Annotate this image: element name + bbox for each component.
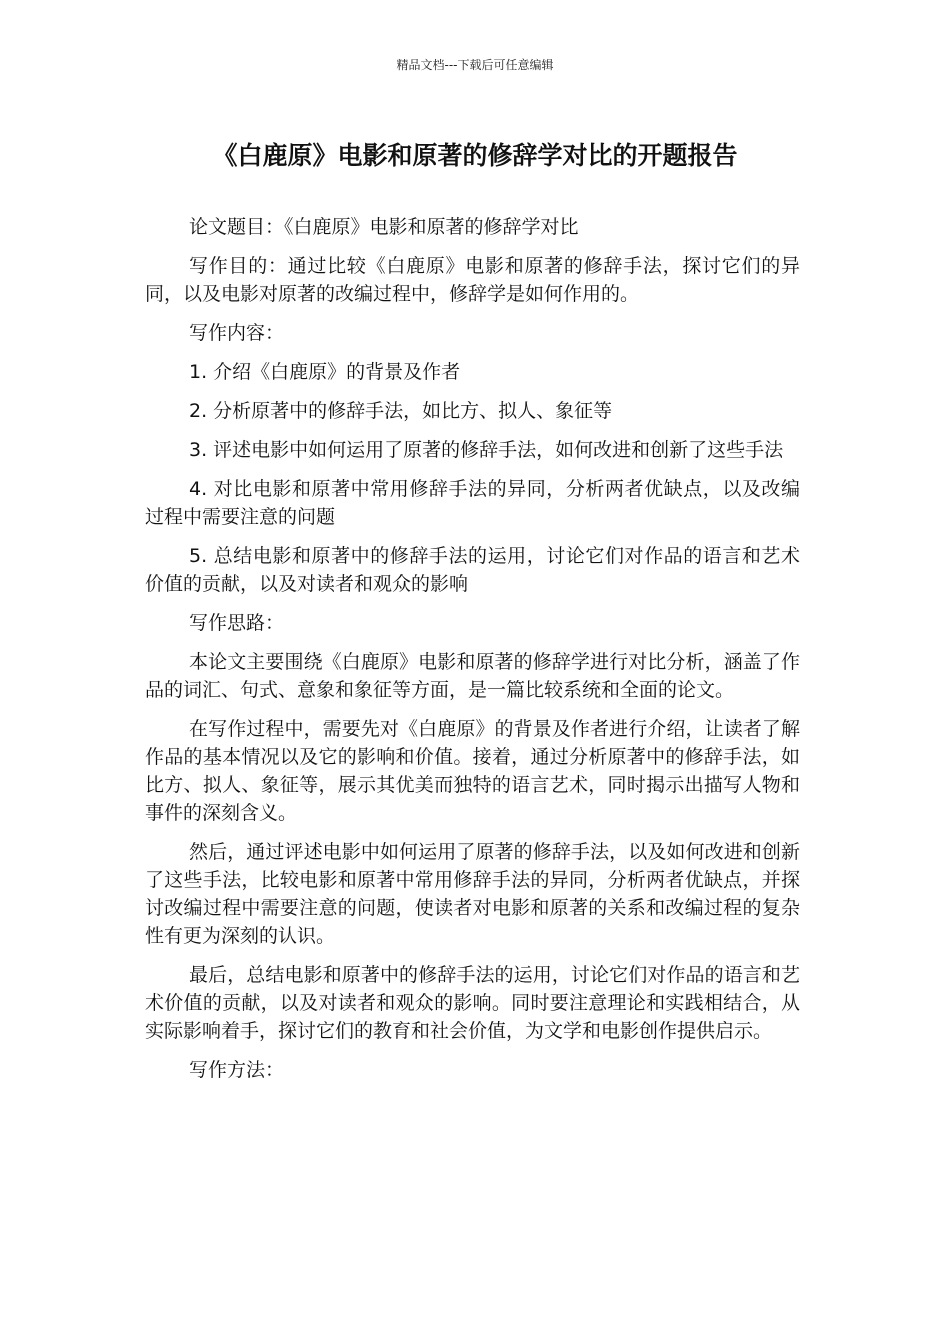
paragraph-approach-finally: 最后，总结电影和原著中的修辞手法的运用，讨论它们对作品的语言和艺术价值的贡献，以及对读者和观众的影响。同时要注意理论和实践相结合，从实际影响着手，探讨它们的教育和社会价值，为文学和电影创作提供启示。 <box>145 964 800 1042</box>
list-item-content-5: 5. 总结电影和原著中的修辞手法的运用，讨论它们对作品的语言和艺术价值的贡献，以及对读者和观众的影响 <box>145 545 800 595</box>
list-item-content-2: 2. 分析原著中的修辞手法，如比方、拟人、象征等 <box>189 400 613 422</box>
list-item-content-3: 3. 评述电影中如何运用了原著的修辞手法，如何改进和创新了这些手法 <box>189 439 784 461</box>
paragraph-writing-approach-heading: 写作思路： <box>189 612 285 634</box>
header-note: 精品文档---下载后可任意编辑 <box>396 58 554 72</box>
paragraph-approach-process: 在写作过程中，需要先对《白鹿原》的背景及作者进行介绍，让读者了解作品的基本情况以及它的影响和价值。接着，通过分析原著中的修辞手法，如比方、拟人、象征等，展示其优美而独特的语言艺术，同时揭示出描写人物和事件的深刻含义。 <box>145 718 800 824</box>
list-item-content-4: 4. 对比电影和原著中常用修辞手法的异同，分析两者优缺点，以及改编过程中需要注意的问题 <box>145 478 800 528</box>
paragraph-writing-content-heading: 写作内容： <box>189 322 285 344</box>
list-item-content-1: 1. 介绍《白鹿原》的背景及作者 <box>189 361 461 383</box>
document-body <box>145 213 800 1095</box>
paragraph-thesis-topic: 论文题目：《白鹿原》电影和原著的修辞学对比 <box>189 216 579 238</box>
paragraph-writing-method-heading: 写作方法： <box>189 1059 285 1081</box>
paragraph-approach-overview: 本论文主要围绕《白鹿原》电影和原著的修辞学进行对比分析，涵盖了作品的词汇、句式、意象和象征等方面，是一篇比较系统和全面的论文。 <box>145 651 800 701</box>
document-title: 《白鹿原》电影和原著的修辞学对比的开题报告 <box>212 141 738 170</box>
paragraph-approach-then: 然后，通过评述电影中如何运用了原著的修辞手法，以及如何改进和创新了这些手法，比较电影和原著中常用修辞手法的异同，分析两者优缺点，并探讨改编过程中需要注意的问题，使读者对电影和原著的关系和改编过程的复杂性有更为深刻的认识。 <box>145 841 800 947</box>
paragraph-writing-purpose: 写作目的：通过比较《白鹿原》电影和原著的修辞手法，探讨它们的异同，以及电影对原著的改编过程中，修辞学是如何作用的。 <box>145 255 800 305</box>
